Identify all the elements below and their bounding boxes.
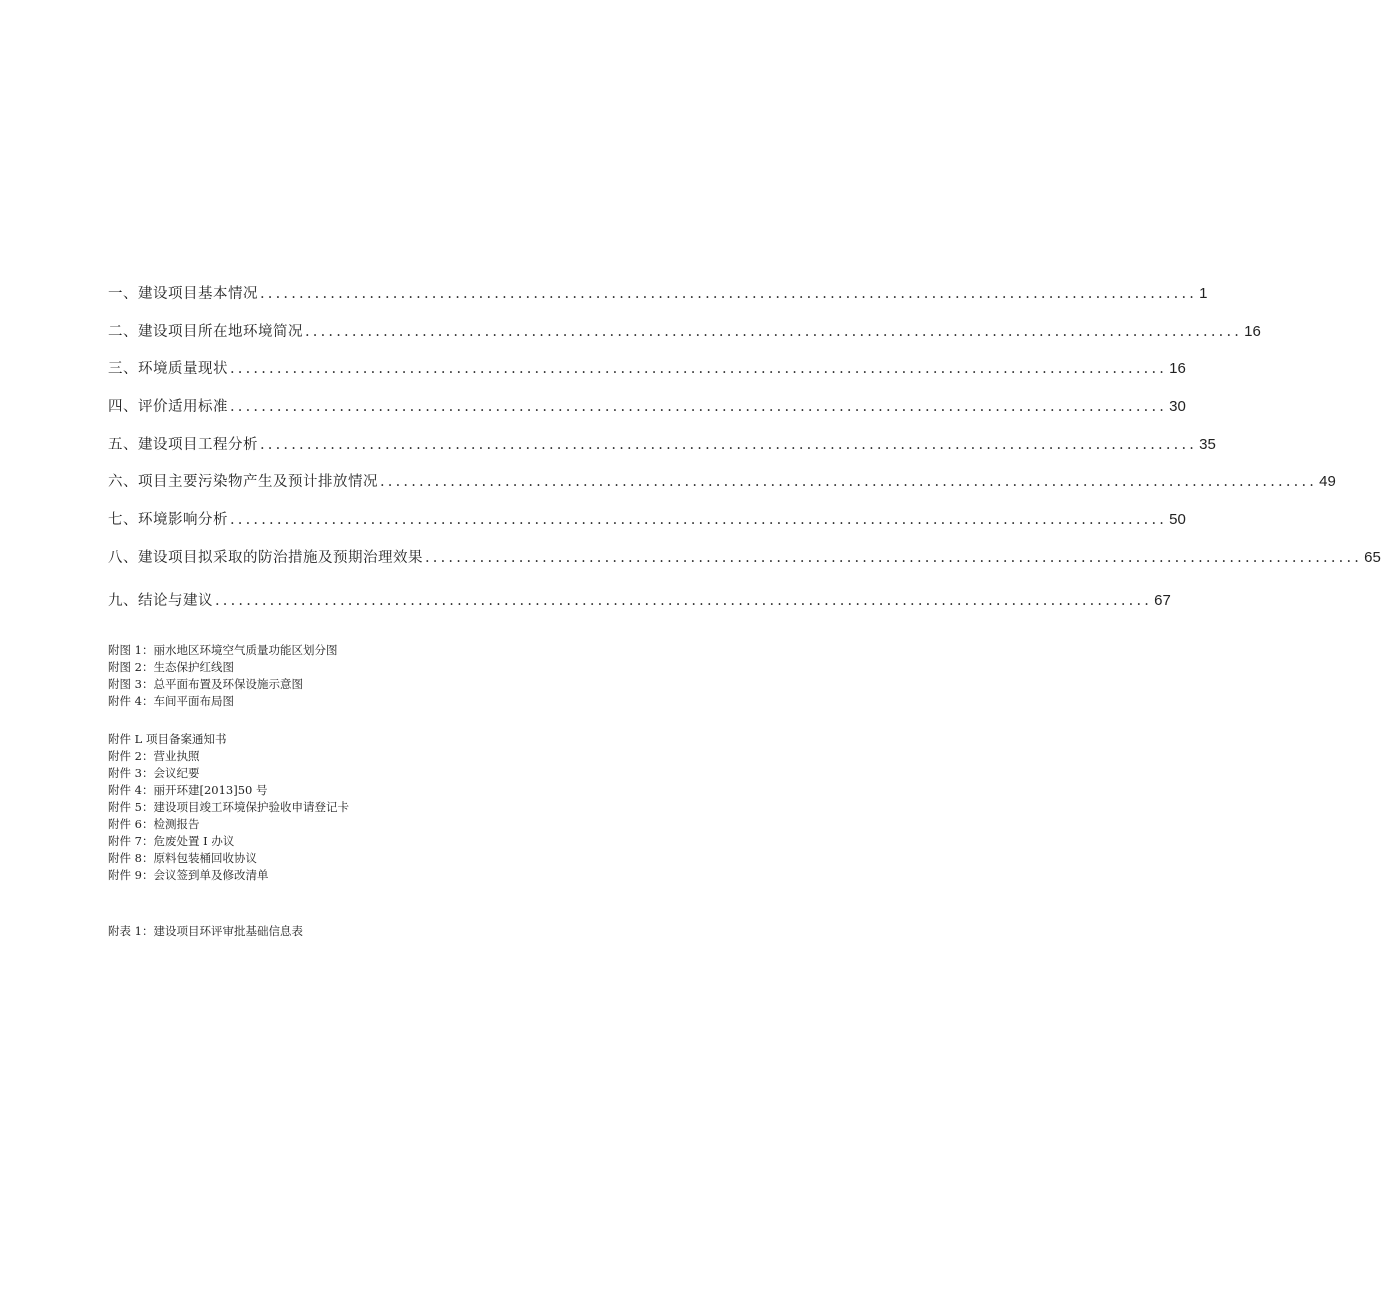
toc-entry-title: 六、项目主要污染物产生及预计排放情况 bbox=[108, 474, 378, 490]
toc-entry[interactable] bbox=[108, 284, 1208, 304]
toc-entry-page: 50 bbox=[1169, 511, 1186, 528]
toc-entry[interactable] bbox=[108, 359, 1186, 379]
toc-entry[interactable] bbox=[108, 322, 1261, 342]
dot-leader: ........................................................................................................................ bbox=[425, 550, 1363, 566]
dot-leader: ........................................................................................................................ bbox=[230, 512, 1168, 528]
appendix-table-item: 附表 1：建设项目环评审批基础信息表 bbox=[108, 924, 303, 938]
figure-item: 附图 3：总平面布置及环保设施示意图 bbox=[108, 677, 303, 691]
toc-entry-title: 八、建设项目拟采取的防治措施及预期治理效果 bbox=[108, 550, 423, 566]
toc-entry[interactable] bbox=[108, 510, 1186, 530]
dot-leader: ........................................................................................................................ bbox=[230, 361, 1168, 377]
dot-leader: ........................................................................................................................ bbox=[230, 399, 1168, 415]
figure-list bbox=[108, 642, 337, 710]
toc-entry-title: 七、环境影响分析 bbox=[108, 512, 228, 528]
attachment-item: 附件 9：会议签到单及修改清单 bbox=[108, 868, 269, 882]
toc-entry[interactable] bbox=[108, 435, 1216, 455]
dot-leader: ........................................................................................................................ bbox=[260, 286, 1198, 302]
attachment-item: 附件 7：危废处置 I 办议 bbox=[108, 834, 235, 848]
toc-entry-page: 1 bbox=[1199, 285, 1208, 302]
dot-leader: ........................................................................................................................ bbox=[380, 474, 1318, 490]
appendix-table-list bbox=[108, 923, 303, 940]
toc-entry-title: 五、建设项目工程分析 bbox=[108, 437, 258, 453]
toc-entry-title: 三、环境质量现状 bbox=[108, 361, 228, 377]
attachment-list bbox=[108, 731, 349, 884]
toc-entry-title: 二、建设项目所在地环境简况 bbox=[108, 324, 303, 340]
attachment-item: 附件 6：检测报告 bbox=[108, 817, 200, 831]
toc-entry[interactable] bbox=[108, 591, 1171, 611]
toc-entry-title: 四、评价适用标准 bbox=[108, 399, 228, 415]
figure-item: 附图 2：生态保护红线图 bbox=[108, 660, 234, 674]
attachment-item: 附件 2：营业执照 bbox=[108, 749, 200, 763]
toc-entry-page: 49 bbox=[1319, 473, 1336, 490]
attachment-item: 附件 8：原料包装桶回收协议 bbox=[108, 851, 257, 865]
toc-entry[interactable] bbox=[108, 472, 1336, 492]
figure-item: 附件 4：车间平面布局图 bbox=[108, 694, 234, 708]
dot-leader: ........................................................................................................................ bbox=[215, 593, 1153, 609]
toc-entry-title: 九、结论与建议 bbox=[108, 593, 213, 609]
toc-entry-page: 30 bbox=[1169, 398, 1186, 415]
attachment-item: 附件 L 项目备案通知书 bbox=[108, 732, 227, 746]
toc-entry-page: 16 bbox=[1169, 360, 1186, 377]
toc-entry-page: 67 bbox=[1154, 592, 1171, 609]
toc-entry[interactable] bbox=[108, 397, 1186, 417]
attachment-item: 附件 5：建设项目竣工环境保护验收申请登记卡 bbox=[108, 800, 349, 814]
attachment-item: 附件 4：丽开环建[2013]50 号 bbox=[108, 783, 268, 797]
toc-entry[interactable] bbox=[108, 548, 1381, 568]
toc-entry-title: 一、建设项目基本情况 bbox=[108, 286, 258, 302]
dot-leader: ........................................................................................................................ bbox=[305, 324, 1243, 340]
toc-entry-page: 65 bbox=[1364, 549, 1381, 566]
toc-entry-page: 16 bbox=[1244, 323, 1261, 340]
toc-entry-page: 35 bbox=[1199, 436, 1216, 453]
attachment-item: 附件 3：会议纪要 bbox=[108, 766, 200, 780]
dot-leader: ........................................................................................................................ bbox=[260, 437, 1198, 453]
figure-item: 附图 1：丽水地区环境空气质量功能区划分图 bbox=[108, 643, 338, 657]
